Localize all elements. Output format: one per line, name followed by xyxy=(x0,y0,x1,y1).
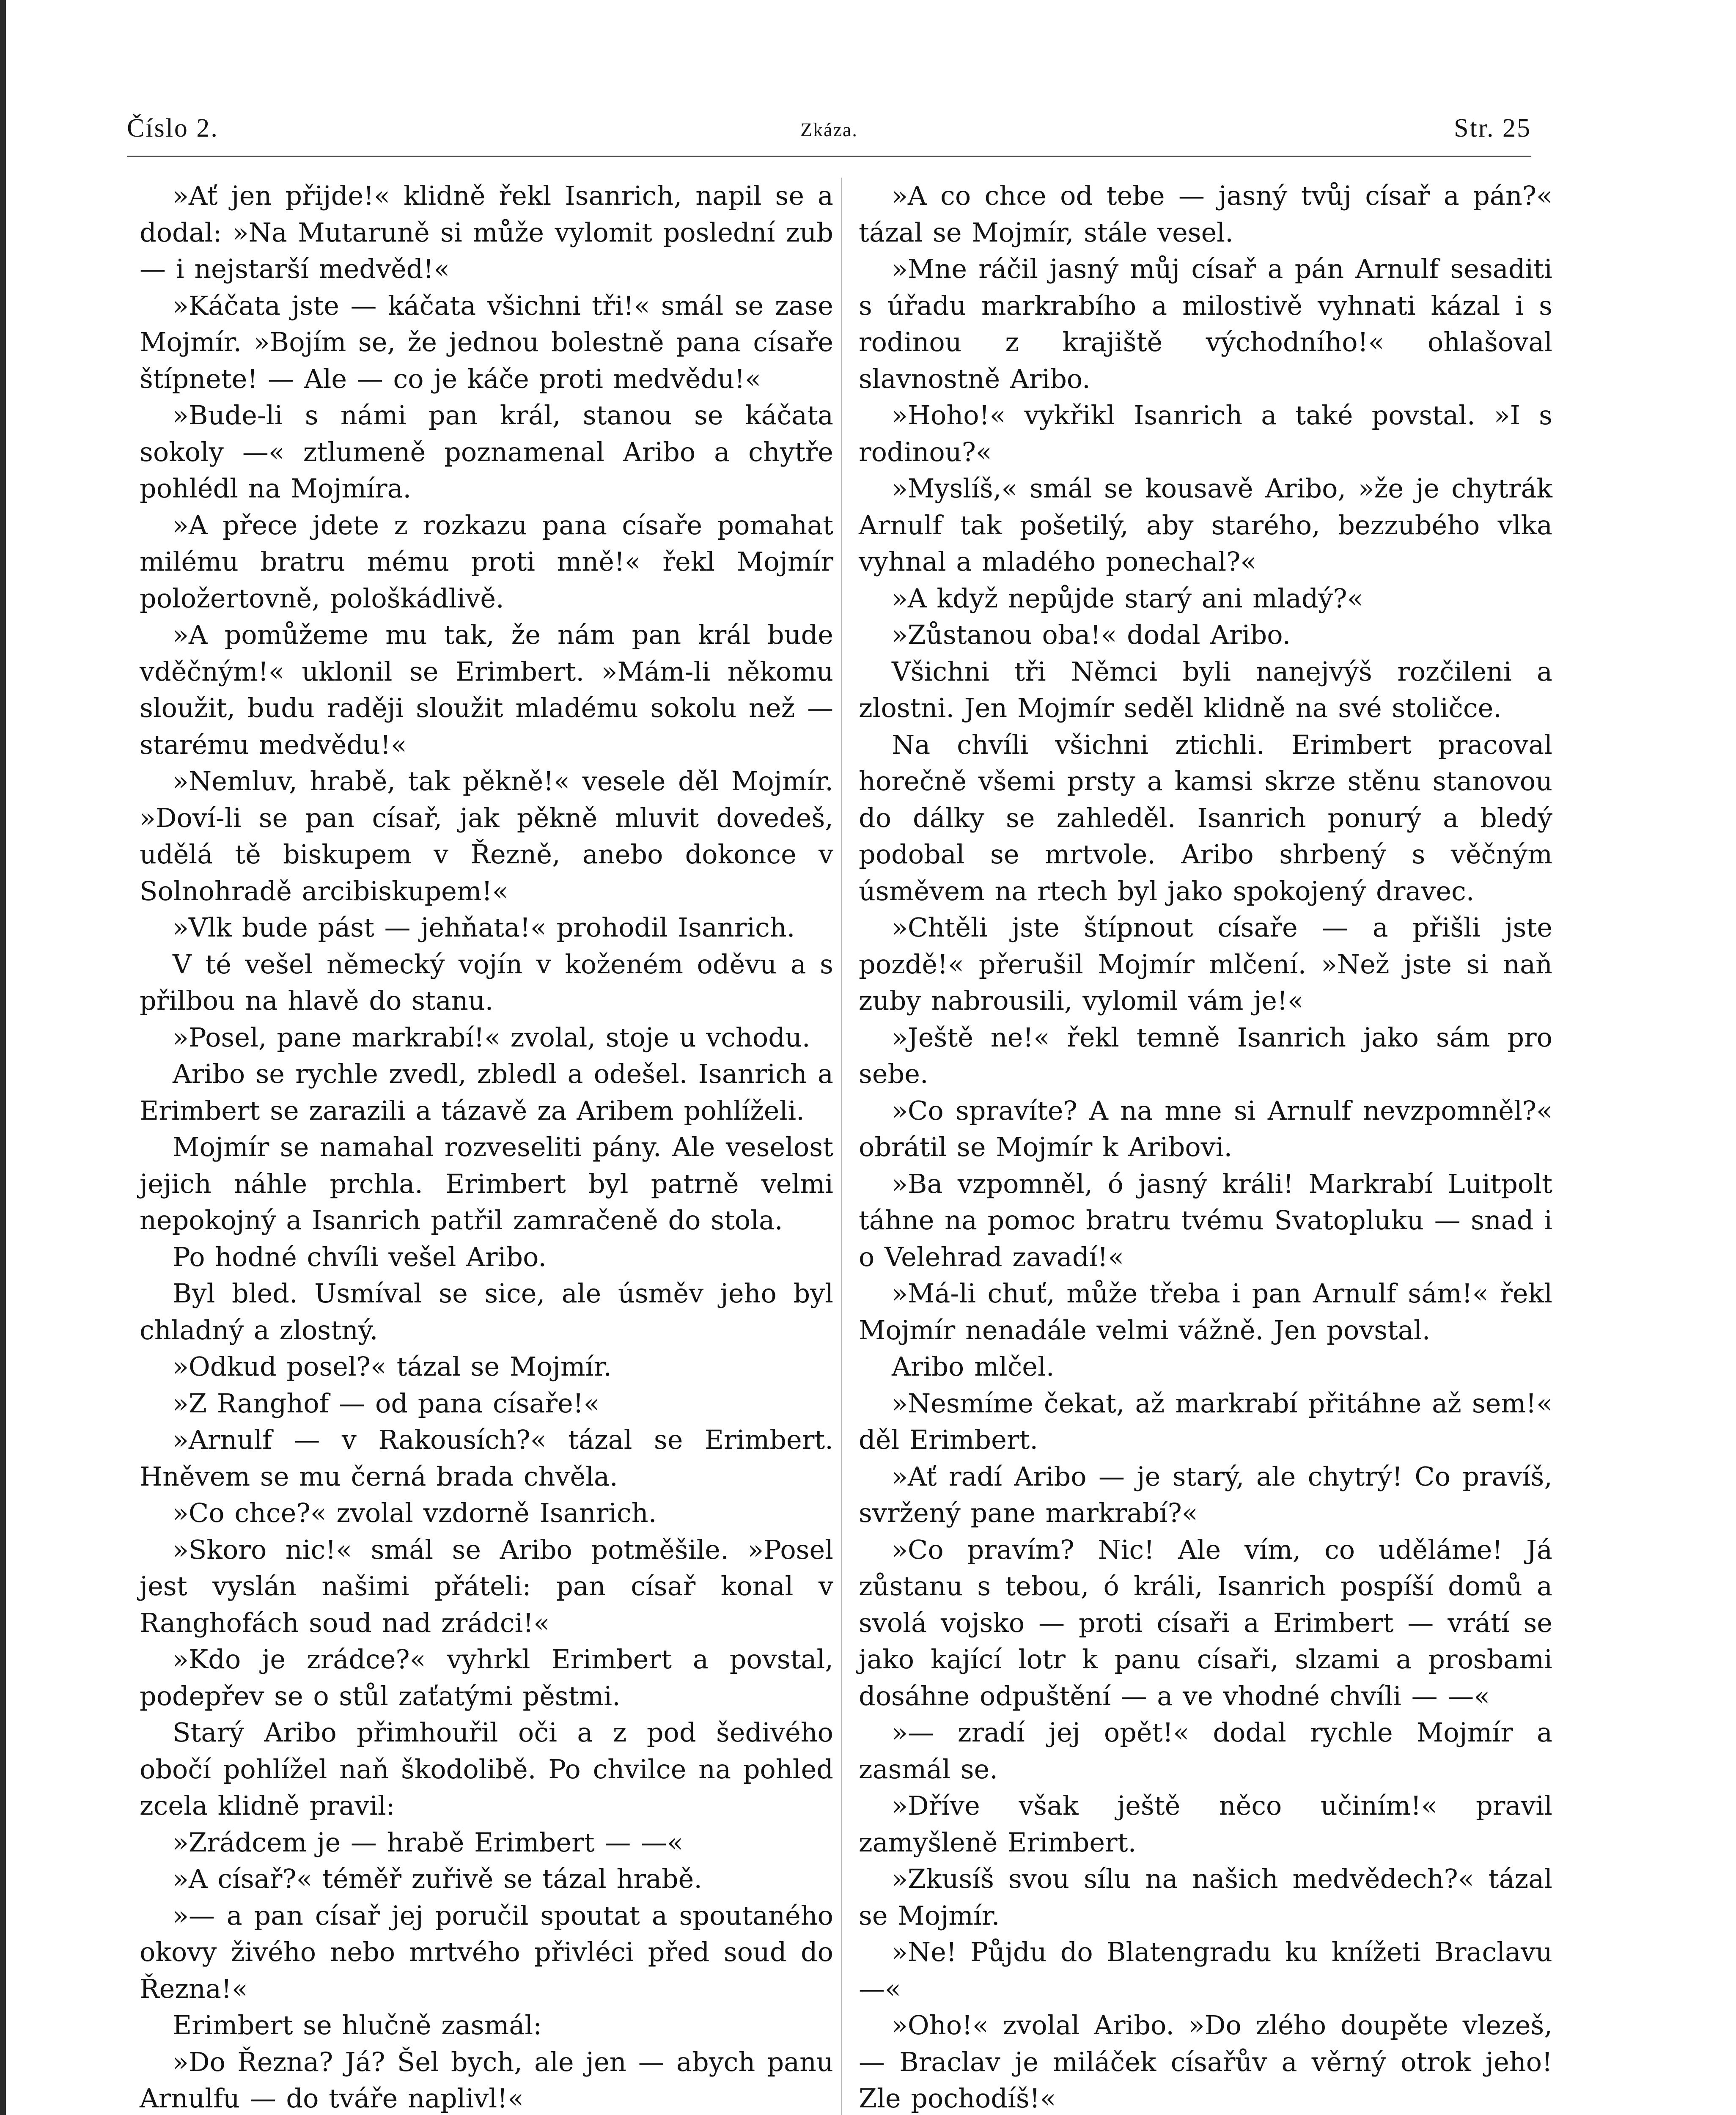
paragraph: »Nesmíme čekat, až markrabí přitáhne až sem!« děl Erimbert. xyxy=(859,1387,1552,1455)
paragraph: »— zradí jej opět!« dodal rychle Mojmír a zasmál se. xyxy=(859,1717,1552,1785)
left-text-column xyxy=(140,178,833,2115)
paragraph: »Skoro nic!« smál se Aribo potměšile. »Posel jest vyslán našimi přáteli: pan císař konal v Ranghofách soud nad zrádci!« xyxy=(140,1534,833,1638)
paragraph: »A císař?« téměř zuřivě se tázal hrabě. xyxy=(173,1863,703,1894)
paragraph: »Arnulf — v Rakousích?« tázal se Erimbert. Hněvem se mu černá brada chvěla. xyxy=(140,1424,833,1492)
paragraph: »Ať radí Aribo — je starý, ale chytrý! Co pravíš, svržený pane markrabí?« xyxy=(859,1461,1552,1528)
paragraph: »Posel, pane markrabí!« zvolal, stoje u vchodu. xyxy=(173,1022,810,1053)
paragraph: »Myslíš,« smál se kousavě Aribo, »že je chytrák Arnulf tak pošetilý, aby starého, bezzubého vlka vyhnal a mladého ponechal?« xyxy=(859,473,1552,577)
paragraph: »Vlk bude pást — jehňata!« prohodil Isanrich. xyxy=(173,912,795,943)
paragraph: »Zůstanou oba!« dodal Aribo. xyxy=(892,619,1291,650)
paragraph: »Zkusíš svou sílu na našich medvědech?« tázal se Mojmír. xyxy=(859,1863,1552,1931)
paragraph: »Co chce?« zvolal vzdorně Isanrich. xyxy=(173,1497,657,1528)
paragraph: Byl bled. Usmíval se sice, ale úsměv jeho byl chladný a zlostný. xyxy=(140,1278,833,1346)
paragraph: »Co spravíte? A na mne si Arnulf nevzpomněl?« obrátil se Mojmír k Aribovi. xyxy=(859,1095,1552,1162)
header-rule xyxy=(127,156,1531,157)
paragraph: Mojmír se namahal rozveseliti pány. Ale veselost jejich náhle prchla. Erimbert byl patrně velmi nepokojný a Isanrich patřil zamračeně do stola. xyxy=(140,1132,833,1236)
right-text-column xyxy=(859,178,1552,2115)
paragraph: Starý Aribo přimhouřil oči a z pod šedivého obočí pohlížel naň škodolibě. Po chvilce na pohled zcela klidně pravil: xyxy=(140,1717,833,1821)
paragraph: »Do Řezna? Já? Šel bych, ale jen — abych panu Arnulfu — do tváře naplivl!« xyxy=(140,2046,833,2114)
paragraph: »Ba vzpomněl, ó jasný králi! Markrabí Luitpolt táhne na pomoc bratru tvému Svatopluku — snad i o Velehrad zavadí!« xyxy=(859,1168,1552,1272)
paragraph: »Odkud posel?« tázal se Mojmír. xyxy=(173,1351,612,1382)
chapter-title: Zkáza. xyxy=(800,119,858,140)
paragraph: »A co chce od tebe — jasný tvůj císař a pán?« tázal se Mojmír, stále vesel. xyxy=(859,180,1552,248)
paragraph: »Mne ráčil jasný můj císař a pán Arnulf sesaditi s úřadu markrabího a milostivě vyhnati kázal i s rodinou z krajiště východního!« ohlašoval slavnostně Aribo. xyxy=(859,253,1552,394)
paragraph: »Co pravím? Nic! Ale vím, co uděláme! Já zůstanu s tebou, ó králi, Isanrich pospíší domů a svolá vojsko — proti císaři a Erimbert — vrátí se jako kající lotr k panu císaři, slzami a prosbami dosáhne odpuštění — a ve vhodné chvíli — —« xyxy=(859,1534,1552,1711)
paragraph: »Chtěli jste štípnout císaře — a přišli jste pozdě!« přerušil Mojmír mlčení. »Než jste si naň zuby nabrousili, vylomil vám je!« xyxy=(859,912,1552,1016)
paragraph: »Káčata jste — káčata všichni tři!« smál se zase Mojmír. »Bojím se, že jednou bolestně pana císaře štípnete! — Ale — co je káče proti medvědu!« xyxy=(140,290,833,394)
paragraph: »Zrádcem je — hrabě Erimbert — —« xyxy=(173,1827,683,1858)
paragraph: »Z Ranghof — od pana císaře!« xyxy=(173,1387,600,1419)
paragraph: Na chvíli všichni ztichli. Erimbert pracoval horečně všemi prsty a kamsi skrze stěnu stanovou do dálky se zahleděl. Isanrich ponurý a bledý podobal se mrtvole. Aribo shrbený s věčným úsměvem na rtech byl jako spokojený dravec. xyxy=(859,729,1552,906)
issue-number: Číslo 2. xyxy=(127,114,219,143)
paragraph: »Bude-li s námi pan král, stanou se káčata sokoly —« ztlumeně poznamenal Aribo a chytře pohlédl na Mojmíra. xyxy=(140,400,833,504)
paragraph: »A pomůžeme mu tak, že nám pan král bude vděčným!« uklonil se Erimbert. »Mám-li někomu sloužit, budu raději sloužit mladému sokolu než — starému medvědu!« xyxy=(140,619,833,760)
page-number: Str. 25 xyxy=(1454,114,1531,143)
paragraph: »Ať jen přijde!« klidně řekl Isanrich, napil se a dodal: »Na Mutaruně si může vylomit poslední zub — i nejstarší medvěd!« xyxy=(140,180,833,284)
paragraph: »A když nepůjde starý ani mladý?« xyxy=(892,582,1363,614)
paragraph: »Nemluv, hrabě, tak pěkně!« vesele děl Mojmír. »Doví-li se pan císař, jak pěkně mluvit dovedeš, udělá tě biskupem v Řezně, anebo dokonce v Solnohradě arcibiskupem!« xyxy=(140,766,833,906)
paragraph: »— a pan císař jej poručil spoutat a spoutaného okovy živého nebo mrtvého přivléci před soud do Řezna!« xyxy=(140,1900,833,2004)
column-divider xyxy=(841,178,842,2115)
paragraph: »Dříve však ještě něco učiním!« pravil zamyšleně Erimbert. xyxy=(859,1790,1552,1858)
running-header xyxy=(127,113,1531,151)
paragraph: Aribo se rychle zvedl, zbledl a odešel. Isanrich a Erimbert se zarazili a tázavě za Aribem pohlíželi. xyxy=(140,1058,833,1126)
paragraph: »A přece jdete z rozkazu pana císaře pomahat milému bratru mému proti mně!« řekl Mojmír položertovně, pološkádlivě. xyxy=(140,509,833,614)
paragraph: Po hodné chvíli vešel Aribo. xyxy=(173,1241,547,1272)
paragraph: V té vešel německý vojín v koženém oděvu a s přilbou na hlavě do stanu. xyxy=(140,948,833,1016)
paragraph: »Oho!« zvolal Aribo. »Do zlého doupěte vlezeš, — Braclav je miláček císařův a věrný otrok jeho! Zle pochodíš!« xyxy=(859,2010,1552,2114)
paragraph: »Hoho!« vykřikl Isanrich a také povstal. »I s rodinou?« xyxy=(859,400,1552,467)
paragraph: Aribo mlčel. xyxy=(892,1351,1055,1382)
paragraph: »Ne! Půjdu do Blatengradu ku knížeti Braclavu —« xyxy=(859,1936,1552,2004)
paragraph: Všichni tři Němci byli nanejvýš rozčileni a zlostni. Jen Mojmír seděl klidně na své stoličce. xyxy=(859,656,1552,723)
paragraph: Erimbert se hlučně zasmál: xyxy=(173,2010,542,2041)
paragraph: »Má-li chuť, může třeba i pan Arnulf sám!« řekl Mojmír nenadále velmi vážně. Jen povstal. xyxy=(859,1278,1552,1346)
paragraph: »Ještě ne!« řekl temně Isanrich jako sám pro sebe. xyxy=(859,1022,1552,1089)
paragraph: »Kdo je zrádce?« vyhrkl Erimbert a povstal, podepřev se o stůl zaťatými pěstmi. xyxy=(140,1644,833,1711)
